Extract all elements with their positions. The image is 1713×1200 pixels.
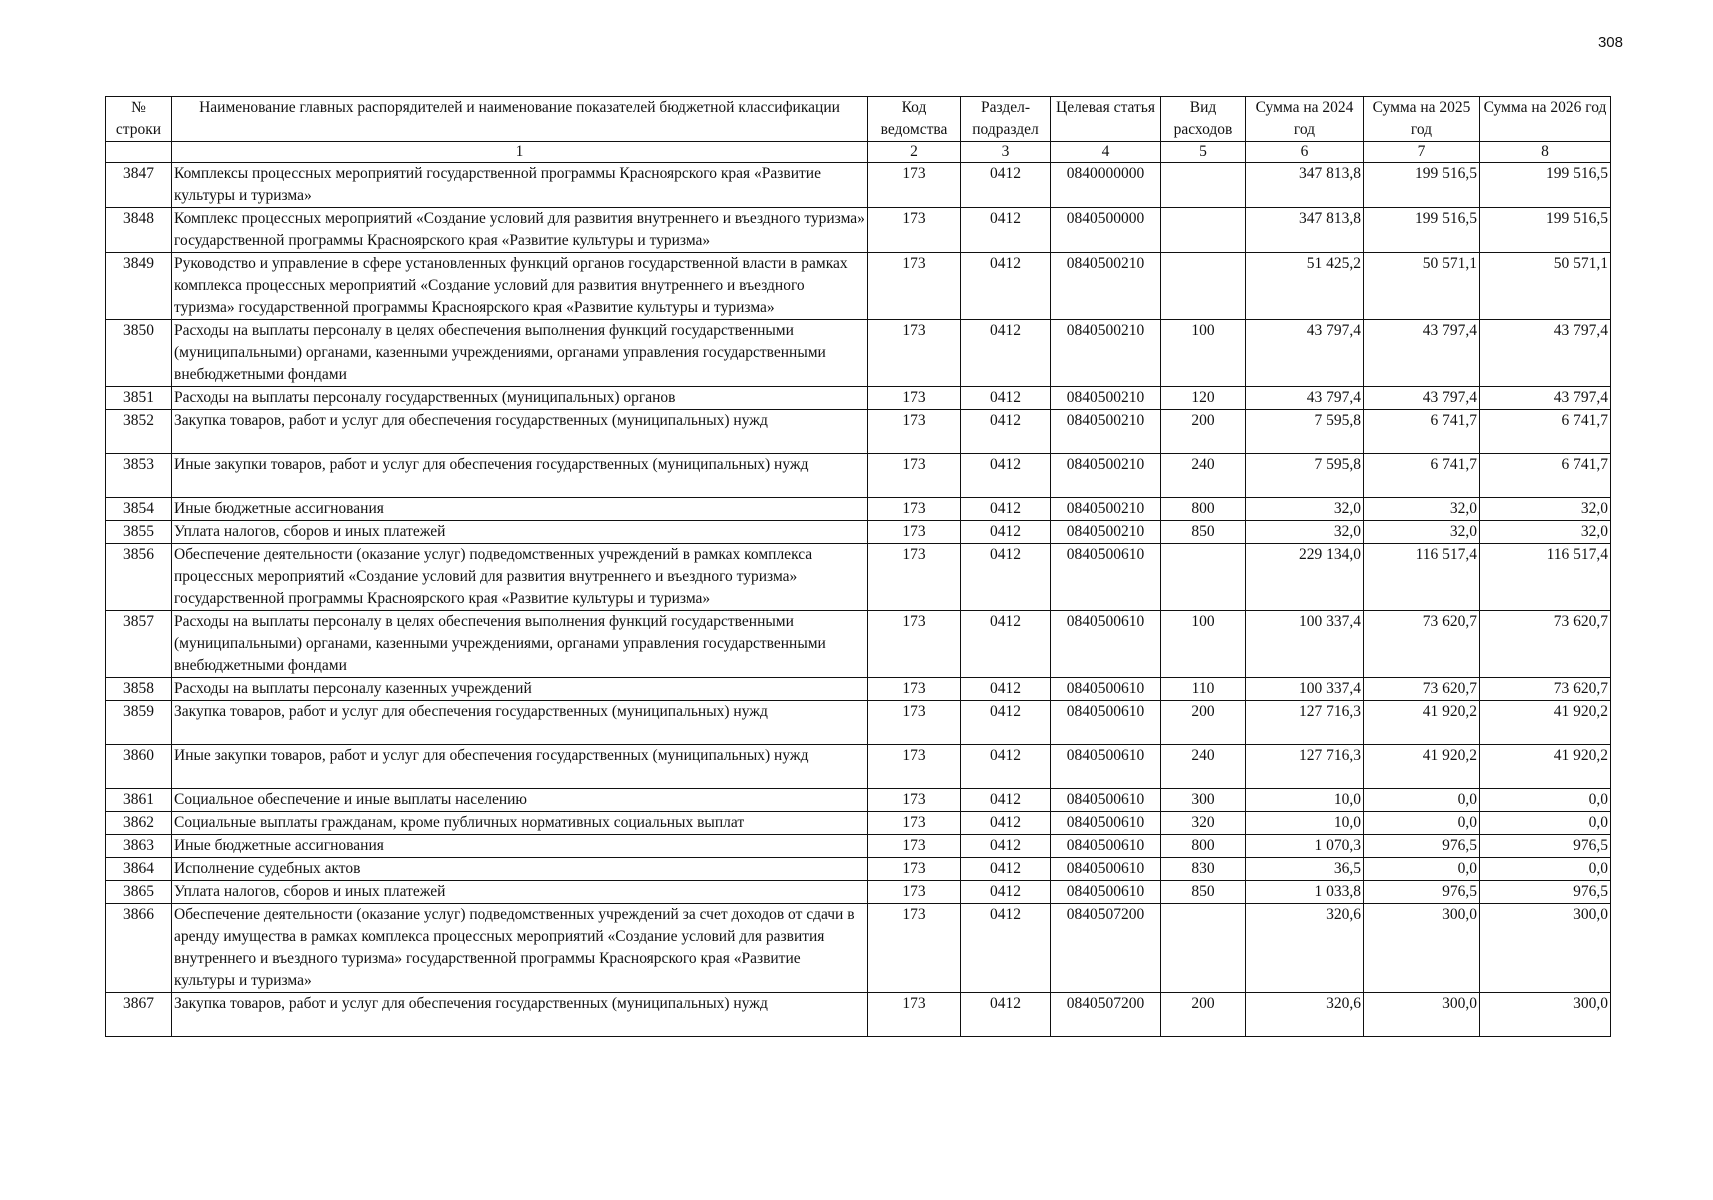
- page-number: 308: [1597, 34, 1623, 51]
- table-row: [106, 835, 1611, 858]
- header-sum-2024: Сумма на 2024 год: [1246, 97, 1364, 142]
- expense-type-cell: 830: [1161, 858, 1246, 881]
- row-number-cell: 3854: [106, 498, 172, 521]
- column-number-empty: [106, 142, 172, 163]
- sum-2026-cell: 32,0: [1480, 521, 1611, 544]
- target-cell: 0840500610: [1051, 678, 1161, 701]
- expense-type-cell: 240: [1161, 745, 1246, 789]
- row-name-cell: Иные закупки товаров, работ и услуг для обеспечения государственных (муниципальных) нужд: [172, 745, 868, 789]
- sum-2025-cell: 43 797,4: [1364, 387, 1480, 410]
- expense-type-cell: 200: [1161, 410, 1246, 454]
- dept-code-cell: 173: [868, 745, 961, 789]
- sum-2025-cell: 976,5: [1364, 881, 1480, 904]
- sum-2024-cell: 127 716,3: [1246, 701, 1364, 745]
- expense-type-cell: 120: [1161, 387, 1246, 410]
- dept-code-cell: 173: [868, 835, 961, 858]
- column-number: 6: [1246, 142, 1364, 163]
- row-name-cell: Расходы на выплаты персоналу государственных (муниципальных) органов: [172, 387, 868, 410]
- target-cell: 0840500210: [1051, 410, 1161, 454]
- target-cell: 0840500610: [1051, 745, 1161, 789]
- row-number-cell: 3848: [106, 208, 172, 253]
- expense-type-cell: 850: [1161, 521, 1246, 544]
- table-row: [106, 993, 1611, 1037]
- header-dept-code: Код ведомства: [868, 97, 961, 142]
- table-row: [106, 454, 1611, 498]
- section-cell: 0412: [961, 678, 1051, 701]
- table-row: [106, 387, 1611, 410]
- row-name-cell: Закупка товаров, работ и услуг для обеспечения государственных (муниципальных) нужд: [172, 993, 868, 1037]
- sum-2024-cell: 43 797,4: [1246, 320, 1364, 387]
- header-sum-2026: Сумма на 2026 год: [1480, 97, 1611, 142]
- sum-2026-cell: 73 620,7: [1480, 611, 1611, 678]
- sum-2024-cell: 100 337,4: [1246, 611, 1364, 678]
- column-number: 4: [1051, 142, 1161, 163]
- table-row: [106, 320, 1611, 387]
- table-row: [106, 812, 1611, 835]
- table-row: [106, 163, 1611, 208]
- section-cell: 0412: [961, 454, 1051, 498]
- section-cell: 0412: [961, 701, 1051, 745]
- sum-2024-cell: 229 134,0: [1246, 544, 1364, 611]
- row-number-cell: 3847: [106, 163, 172, 208]
- sum-2026-cell: 32,0: [1480, 498, 1611, 521]
- column-number: 2: [868, 142, 961, 163]
- target-cell: 0840507200: [1051, 904, 1161, 993]
- target-cell: 0840500610: [1051, 789, 1161, 812]
- sum-2024-cell: 320,6: [1246, 993, 1364, 1037]
- target-cell: 0840507200: [1051, 993, 1161, 1037]
- row-name-cell: Расходы на выплаты персоналу в целях обеспечения выполнения функций государственными (муниципальными) органами, казенными учреждениями, органами управления государственными внебюджетными фондами: [172, 611, 868, 678]
- section-cell: 0412: [961, 544, 1051, 611]
- sum-2026-cell: 0,0: [1480, 858, 1611, 881]
- section-cell: 0412: [961, 253, 1051, 320]
- row-number-cell: 3852: [106, 410, 172, 454]
- sum-2024-cell: 51 425,2: [1246, 253, 1364, 320]
- row-name-cell: Расходы на выплаты персоналу казенных учреждений: [172, 678, 868, 701]
- row-name-cell: Исполнение судебных актов: [172, 858, 868, 881]
- expense-type-cell: [1161, 904, 1246, 993]
- table-row: [106, 858, 1611, 881]
- dept-code-cell: 173: [868, 858, 961, 881]
- dept-code-cell: 173: [868, 611, 961, 678]
- table-row: [106, 521, 1611, 544]
- table-row: [106, 544, 1611, 611]
- sum-2025-cell: 300,0: [1364, 993, 1480, 1037]
- column-number: 5: [1161, 142, 1246, 163]
- table-row: [106, 410, 1611, 454]
- sum-2025-cell: 6 741,7: [1364, 454, 1480, 498]
- dept-code-cell: 173: [868, 701, 961, 745]
- dept-code-cell: 173: [868, 521, 961, 544]
- row-number-cell: 3865: [106, 881, 172, 904]
- header-row-number: № строки: [106, 97, 172, 142]
- target-cell: 0840000000: [1051, 163, 1161, 208]
- row-number-cell: 3863: [106, 835, 172, 858]
- sum-2025-cell: 300,0: [1364, 904, 1480, 993]
- sum-2025-cell: 41 920,2: [1364, 701, 1480, 745]
- dept-code-cell: 173: [868, 387, 961, 410]
- dept-code-cell: 173: [868, 208, 961, 253]
- column-number: 3: [961, 142, 1051, 163]
- table-row: [106, 789, 1611, 812]
- row-name-cell: Иные бюджетные ассигнования: [172, 498, 868, 521]
- dept-code-cell: 173: [868, 320, 961, 387]
- sum-2024-cell: 7 595,8: [1246, 454, 1364, 498]
- section-cell: 0412: [961, 208, 1051, 253]
- target-cell: 0840500210: [1051, 320, 1161, 387]
- target-cell: 0840500210: [1051, 454, 1161, 498]
- table-row: [106, 881, 1611, 904]
- row-name-cell: Комплексы процессных мероприятий государственной программы Красноярского края «Развитие культуры и туризма»: [172, 163, 868, 208]
- expense-type-cell: 320: [1161, 812, 1246, 835]
- row-name-cell: Социальное обеспечение и иные выплаты населению: [172, 789, 868, 812]
- table-header-row: [106, 97, 1611, 142]
- sum-2024-cell: 32,0: [1246, 498, 1364, 521]
- table-row: [106, 253, 1611, 320]
- dept-code-cell: 173: [868, 993, 961, 1037]
- sum-2025-cell: 199 516,5: [1364, 208, 1480, 253]
- target-cell: 0840500210: [1051, 253, 1161, 320]
- row-number-cell: 3866: [106, 904, 172, 993]
- dept-code-cell: 173: [868, 904, 961, 993]
- column-number: 8: [1480, 142, 1611, 163]
- sum-2025-cell: 116 517,4: [1364, 544, 1480, 611]
- target-cell: 0840500610: [1051, 611, 1161, 678]
- dept-code-cell: 173: [868, 544, 961, 611]
- sum-2024-cell: 43 797,4: [1246, 387, 1364, 410]
- sum-2025-cell: 199 516,5: [1364, 163, 1480, 208]
- expense-type-cell: 850: [1161, 881, 1246, 904]
- column-number: 1: [172, 142, 868, 163]
- sum-2025-cell: 6 741,7: [1364, 410, 1480, 454]
- sum-2026-cell: 199 516,5: [1480, 208, 1611, 253]
- table-row: [106, 701, 1611, 745]
- sum-2026-cell: 43 797,4: [1480, 387, 1611, 410]
- sum-2024-cell: 347 813,8: [1246, 208, 1364, 253]
- expense-type-cell: [1161, 544, 1246, 611]
- row-number-cell: 3858: [106, 678, 172, 701]
- sum-2026-cell: 300,0: [1480, 993, 1611, 1037]
- sum-2026-cell: 300,0: [1480, 904, 1611, 993]
- budget-table: [105, 96, 1611, 1037]
- column-number: 7: [1364, 142, 1480, 163]
- table-row: [106, 611, 1611, 678]
- row-number-cell: 3862: [106, 812, 172, 835]
- section-cell: 0412: [961, 320, 1051, 387]
- sum-2024-cell: 10,0: [1246, 812, 1364, 835]
- section-cell: 0412: [961, 993, 1051, 1037]
- target-cell: 0840500000: [1051, 208, 1161, 253]
- target-cell: 0840500610: [1051, 701, 1161, 745]
- target-cell: 0840500610: [1051, 544, 1161, 611]
- sum-2024-cell: 10,0: [1246, 789, 1364, 812]
- expense-type-cell: [1161, 163, 1246, 208]
- expense-type-cell: 300: [1161, 789, 1246, 812]
- table-row: [106, 745, 1611, 789]
- expense-type-cell: 800: [1161, 835, 1246, 858]
- dept-code-cell: 173: [868, 498, 961, 521]
- sum-2026-cell: 976,5: [1480, 835, 1611, 858]
- row-number-cell: 3850: [106, 320, 172, 387]
- row-number-cell: 3855: [106, 521, 172, 544]
- dept-code-cell: 173: [868, 789, 961, 812]
- row-name-cell: Уплата налогов, сборов и иных платежей: [172, 521, 868, 544]
- header-name: Наименование главных распорядителей и наименование показателей бюджетной классификации: [172, 97, 868, 142]
- row-number-cell: 3851: [106, 387, 172, 410]
- row-name-cell: Обеспечение деятельности (оказание услуг) подведомственных учреждений за счет доходов от сдачи в аренду имущества в рамках комплекса процессных мероприятий «Создание условий для развития внутреннего и въездного туризма» государственной программы Красноярского края «Развитие культуры и туризма»: [172, 904, 868, 993]
- row-name-cell: Закупка товаров, работ и услуг для обеспечения государственных (муниципальных) нужд: [172, 410, 868, 454]
- row-name-cell: Иные бюджетные ассигнования: [172, 835, 868, 858]
- sum-2024-cell: 347 813,8: [1246, 163, 1364, 208]
- section-cell: 0412: [961, 835, 1051, 858]
- row-number-cell: 3861: [106, 789, 172, 812]
- row-number-cell: 3860: [106, 745, 172, 789]
- table-body: [106, 163, 1611, 1037]
- target-cell: 0840500210: [1051, 498, 1161, 521]
- sum-2026-cell: 73 620,7: [1480, 678, 1611, 701]
- dept-code-cell: 173: [868, 454, 961, 498]
- row-name-cell: Закупка товаров, работ и услуг для обеспечения государственных (муниципальных) нужд: [172, 701, 868, 745]
- header-section: Раздел-подраздел: [961, 97, 1051, 142]
- expense-type-cell: 100: [1161, 320, 1246, 387]
- sum-2025-cell: 73 620,7: [1364, 611, 1480, 678]
- sum-2025-cell: 0,0: [1364, 858, 1480, 881]
- row-name-cell: Социальные выплаты гражданам, кроме публичных нормативных социальных выплат: [172, 812, 868, 835]
- target-cell: 0840500610: [1051, 881, 1161, 904]
- column-number-row: [106, 142, 1611, 163]
- sum-2025-cell: 0,0: [1364, 789, 1480, 812]
- dept-code-cell: 173: [868, 678, 961, 701]
- section-cell: 0412: [961, 858, 1051, 881]
- sum-2026-cell: 43 797,4: [1480, 320, 1611, 387]
- expense-type-cell: 200: [1161, 993, 1246, 1037]
- row-name-cell: Обеспечение деятельности (оказание услуг) подведомственных учреждений в рамках комплекса процессных мероприятий «Создание условий для развития внутреннего и въездного туризма» государственной программы Красноярского края «Развитие культуры и туризма»: [172, 544, 868, 611]
- dept-code-cell: 173: [868, 881, 961, 904]
- row-number-cell: 3867: [106, 993, 172, 1037]
- sum-2024-cell: 7 595,8: [1246, 410, 1364, 454]
- expense-type-cell: 240: [1161, 454, 1246, 498]
- sum-2025-cell: 41 920,2: [1364, 745, 1480, 789]
- expense-type-cell: 100: [1161, 611, 1246, 678]
- expense-type-cell: 800: [1161, 498, 1246, 521]
- table-row: [106, 678, 1611, 701]
- sum-2026-cell: 0,0: [1480, 812, 1611, 835]
- row-name-cell: Руководство и управление в сфере установленных функций органов государственной власти в рамках комплекса процессных мероприятий «Создание условий для развития внутреннего и въездного туризма» государственной программы Красноярского края «Развитие культуры и туризма»: [172, 253, 868, 320]
- header-target: Целевая статья: [1051, 97, 1161, 142]
- sum-2026-cell: 41 920,2: [1480, 701, 1611, 745]
- sum-2025-cell: 976,5: [1364, 835, 1480, 858]
- section-cell: 0412: [961, 812, 1051, 835]
- sum-2025-cell: 43 797,4: [1364, 320, 1480, 387]
- expense-type-cell: [1161, 208, 1246, 253]
- row-number-cell: 3859: [106, 701, 172, 745]
- table-row: [106, 498, 1611, 521]
- sum-2024-cell: 1 033,8: [1246, 881, 1364, 904]
- expense-type-cell: 200: [1161, 701, 1246, 745]
- expense-type-cell: 110: [1161, 678, 1246, 701]
- header-sum-2025: Сумма на 2025 год: [1364, 97, 1480, 142]
- section-cell: 0412: [961, 745, 1051, 789]
- section-cell: 0412: [961, 521, 1051, 544]
- sum-2026-cell: 976,5: [1480, 881, 1611, 904]
- row-name-cell: Уплата налогов, сборов и иных платежей: [172, 881, 868, 904]
- target-cell: 0840500610: [1051, 812, 1161, 835]
- row-name-cell: Иные закупки товаров, работ и услуг для обеспечения государственных (муниципальных) нужд: [172, 454, 868, 498]
- sum-2026-cell: 41 920,2: [1480, 745, 1611, 789]
- table-row: [106, 208, 1611, 253]
- row-number-cell: 3853: [106, 454, 172, 498]
- target-cell: 0840500610: [1051, 835, 1161, 858]
- dept-code-cell: 173: [868, 253, 961, 320]
- sum-2026-cell: 0,0: [1480, 789, 1611, 812]
- sum-2024-cell: 32,0: [1246, 521, 1364, 544]
- sum-2025-cell: 32,0: [1364, 521, 1480, 544]
- sum-2025-cell: 50 571,1: [1364, 253, 1480, 320]
- section-cell: 0412: [961, 611, 1051, 678]
- dept-code-cell: 173: [868, 163, 961, 208]
- section-cell: 0412: [961, 498, 1051, 521]
- sum-2024-cell: 320,6: [1246, 904, 1364, 993]
- row-number-cell: 3856: [106, 544, 172, 611]
- section-cell: 0412: [961, 881, 1051, 904]
- dept-code-cell: 173: [868, 410, 961, 454]
- sum-2025-cell: 0,0: [1364, 812, 1480, 835]
- section-cell: 0412: [961, 789, 1051, 812]
- row-name-cell: Комплекс процессных мероприятий «Создание условий для развития внутреннего и въездного туризма» государственной программы Красноярского края «Развитие культуры и туризма»: [172, 208, 868, 253]
- row-name-cell: Расходы на выплаты персоналу в целях обеспечения выполнения функций государственными (муниципальными) органами, казенными учреждениями, органами управления государственными внебюджетными фондами: [172, 320, 868, 387]
- sum-2026-cell: 199 516,5: [1480, 163, 1611, 208]
- section-cell: 0412: [961, 387, 1051, 410]
- expense-type-cell: [1161, 253, 1246, 320]
- header-expense-type: Вид расходов: [1161, 97, 1246, 142]
- section-cell: 0412: [961, 410, 1051, 454]
- sum-2025-cell: 73 620,7: [1364, 678, 1480, 701]
- section-cell: 0412: [961, 904, 1051, 993]
- row-number-cell: 3857: [106, 611, 172, 678]
- target-cell: 0840500610: [1051, 858, 1161, 881]
- row-number-cell: 3849: [106, 253, 172, 320]
- sum-2026-cell: 6 741,7: [1480, 454, 1611, 498]
- section-cell: 0412: [961, 163, 1051, 208]
- table-row: [106, 904, 1611, 993]
- sum-2024-cell: 127 716,3: [1246, 745, 1364, 789]
- sum-2026-cell: 6 741,7: [1480, 410, 1611, 454]
- sum-2024-cell: 100 337,4: [1246, 678, 1364, 701]
- row-number-cell: 3864: [106, 858, 172, 881]
- sum-2026-cell: 50 571,1: [1480, 253, 1611, 320]
- dept-code-cell: 173: [868, 812, 961, 835]
- sum-2025-cell: 32,0: [1364, 498, 1480, 521]
- sum-2024-cell: 1 070,3: [1246, 835, 1364, 858]
- target-cell: 0840500210: [1051, 387, 1161, 410]
- sum-2026-cell: 116 517,4: [1480, 544, 1611, 611]
- target-cell: 0840500210: [1051, 521, 1161, 544]
- sum-2024-cell: 36,5: [1246, 858, 1364, 881]
